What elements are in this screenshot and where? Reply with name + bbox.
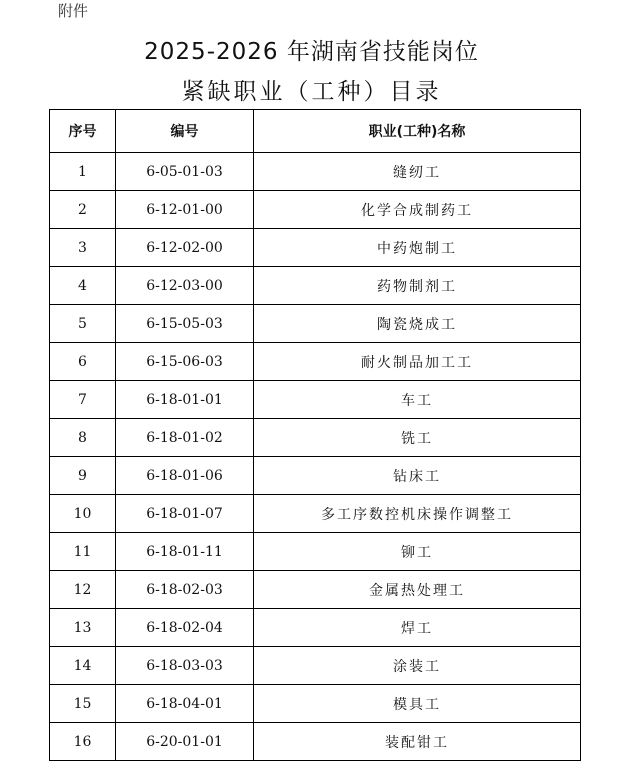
table-row [50,229,581,267]
table-row [50,571,581,609]
cell-code: 6-20-01-01 [116,723,254,761]
document-title-line-2: 紧缺职业（工种）目录 [181,79,442,105]
cell-occupation-name: 车工 [254,381,581,419]
table-row [50,343,581,381]
cell-occupation-name: 涂装工 [254,647,581,685]
cell-code: 6-18-01-01 [116,381,254,419]
cell-code: 6-18-01-07 [116,495,254,533]
cell-code: 6-18-01-11 [116,533,254,571]
cell-occupation-name: 模具工 [254,685,581,723]
cell-serial-number: 8 [50,419,116,457]
cell-code: 6-05-01-03 [116,153,254,191]
table-row [50,305,581,343]
cell-occupation-name: 金属热处理工 [254,571,581,609]
cell-serial-number: 11 [50,533,116,571]
cell-occupation-name: 化学合成制药工 [254,191,581,229]
cell-occupation-name: 铣工 [254,419,581,457]
cell-code: 6-12-02-00 [116,229,254,267]
table-header-row [50,110,581,153]
cell-serial-number: 16 [50,723,116,761]
cell-code: 6-18-02-04 [116,609,254,647]
header-code: 编号 [116,110,254,153]
table-row [50,685,581,723]
cell-serial-number: 9 [50,457,116,495]
table-row [50,267,581,305]
cell-serial-number: 1 [50,153,116,191]
cell-serial-number: 10 [50,495,116,533]
table-row [50,381,581,419]
occupation-catalog-table [49,109,581,761]
cell-occupation-name: 焊工 [254,609,581,647]
cell-serial-number: 13 [50,609,116,647]
cell-code: 6-18-04-01 [116,685,254,723]
cell-occupation-name: 药物制剂工 [254,267,581,305]
cell-occupation-name: 中药炮制工 [254,229,581,267]
cell-serial-number: 7 [50,381,116,419]
cell-serial-number: 3 [50,229,116,267]
cell-serial-number: 4 [50,267,116,305]
table-row [50,153,581,191]
cell-occupation-name: 钻床工 [254,457,581,495]
cell-serial-number: 5 [50,305,116,343]
table-row [50,191,581,229]
cell-occupation-name: 装配钳工 [254,723,581,761]
cell-occupation-name: 耐火制品加工工 [254,343,581,381]
cell-serial-number: 15 [50,685,116,723]
attachment-label: 附件 [58,2,89,20]
cell-code: 6-15-06-03 [116,343,254,381]
cell-occupation-name: 缝纫工 [254,153,581,191]
cell-code: 6-18-02-03 [116,571,254,609]
cell-serial-number: 14 [50,647,116,685]
cell-serial-number: 12 [50,571,116,609]
table-row [50,457,581,495]
cell-code: 6-18-01-06 [116,457,254,495]
header-occupation-name: 职业(工种)名称 [254,110,581,153]
table-row [50,533,581,571]
cell-occupation-name: 陶瓷烧成工 [254,305,581,343]
cell-serial-number: 6 [50,343,116,381]
table-row [50,723,581,761]
cell-code: 6-15-05-03 [116,305,254,343]
table-row [50,647,581,685]
table-row [50,495,581,533]
cell-serial-number: 2 [50,191,116,229]
table-row [50,419,581,457]
cell-code: 6-18-01-02 [116,419,254,457]
document-title-line-1: 2025-2026 年湖南省技能岗位 [144,39,479,65]
cell-occupation-name: 多工序数控机床操作调整工 [254,495,581,533]
cell-code: 6-18-03-03 [116,647,254,685]
cell-occupation-name: 铆工 [254,533,581,571]
table-row [50,609,581,647]
cell-code: 6-12-03-00 [116,267,254,305]
cell-code: 6-12-01-00 [116,191,254,229]
header-serial-number: 序号 [50,110,116,153]
